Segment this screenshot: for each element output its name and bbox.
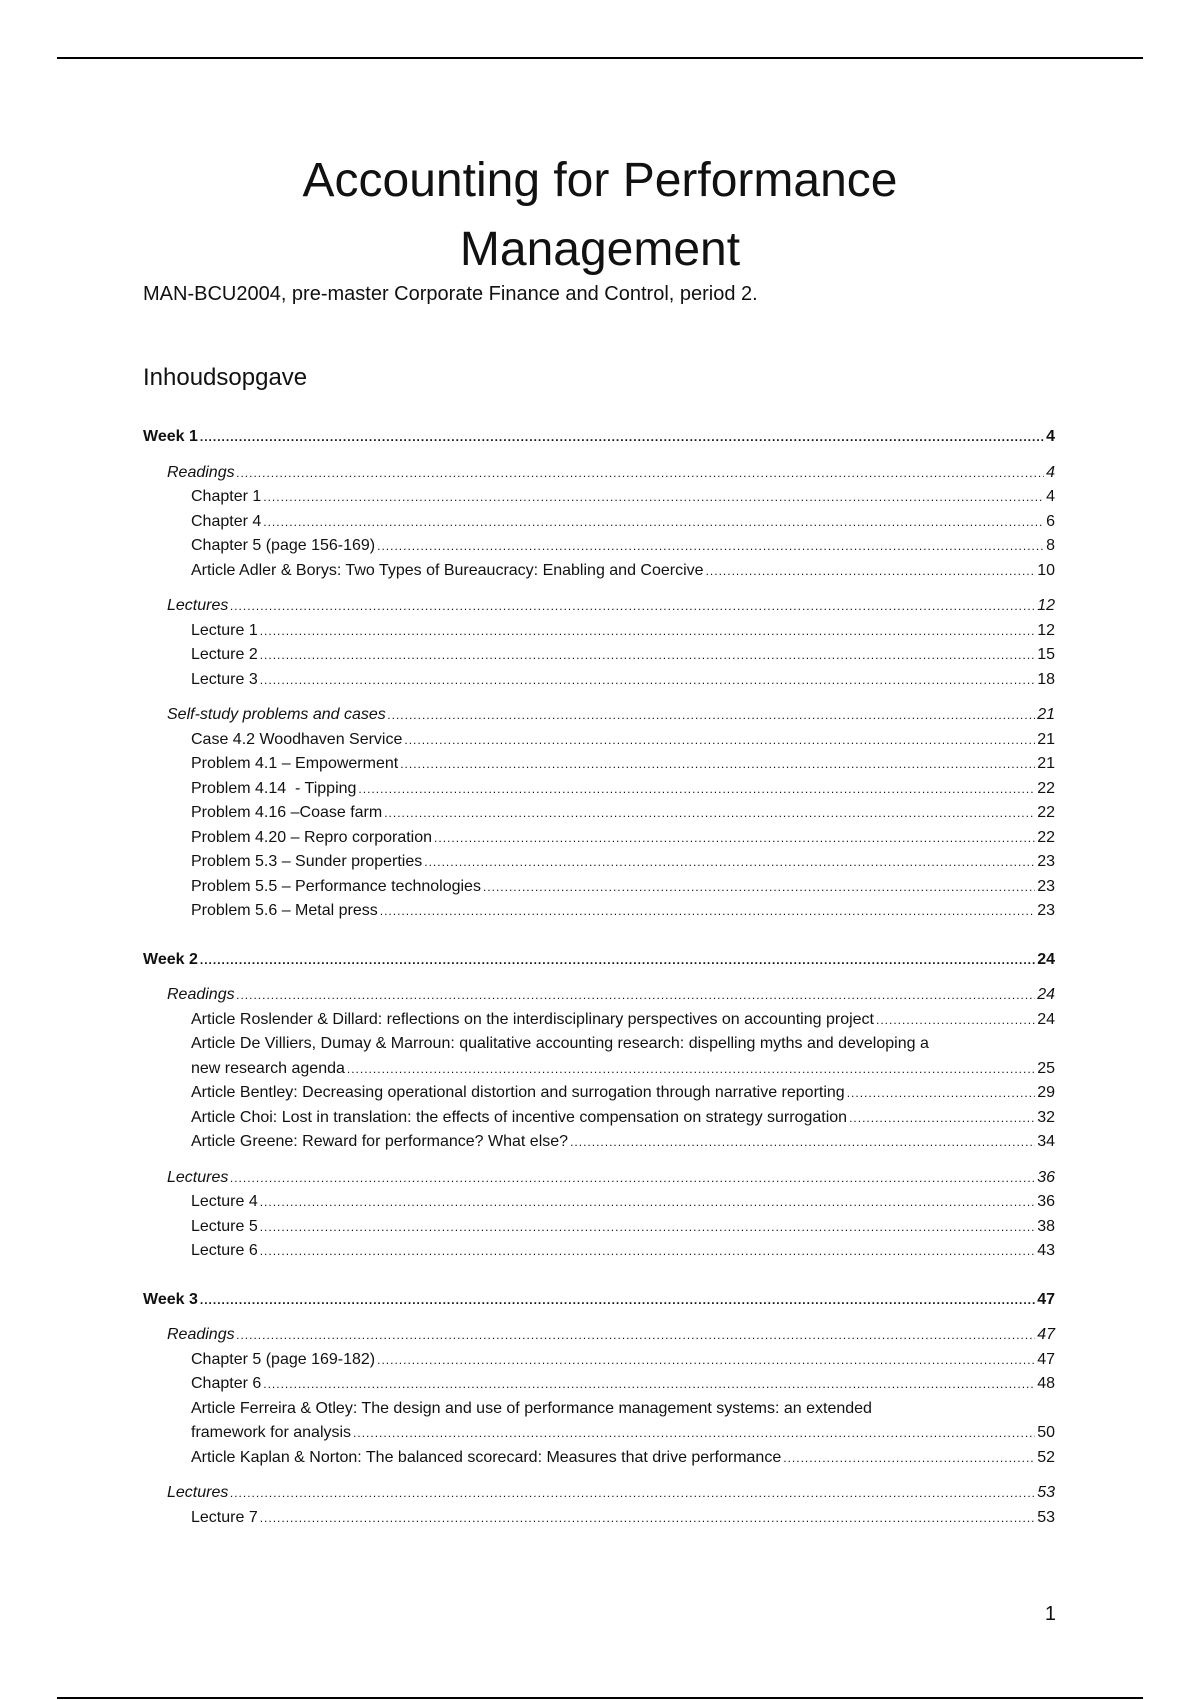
toc-entry-week3-lectures[interactable]: Lectures ..... 53 bbox=[143, 1481, 1055, 1506]
toc-entry-week1-readings[interactable]: Readings ..... 4 bbox=[143, 461, 1055, 486]
toc-entry-problem-5-3[interactable]: Problem 5.3 – Sunder properties ..... 23 bbox=[143, 850, 1055, 875]
toc-entry-problem-4-1[interactable]: Problem 4.1 – Empowerment ..... 21 bbox=[143, 752, 1055, 777]
toc-entry-problem-5-5[interactable]: Problem 5.5 – Performance technologies ..... 23 bbox=[143, 875, 1055, 900]
table-of-contents bbox=[143, 425, 1055, 1530]
toc-entry-article-bentley[interactable]: Article Bentley: Decreasing operational distortion and surrogation through narrative reporting ..... 29 bbox=[143, 1081, 1055, 1106]
toc-entry-problem-4-16[interactable]: Problem 4.16 –Coase farm ..... 22 bbox=[143, 801, 1055, 826]
toc-entry-week1-lectures[interactable]: Lectures ..... 12 bbox=[143, 594, 1055, 619]
toc-entry-case-4-2[interactable]: Case 4.2 Woodhaven Service ..... 21 bbox=[143, 728, 1055, 753]
document-title bbox=[0, 146, 1200, 284]
toc-entry-article-ferreira-otley-line-1[interactable]: Article Ferreira & Otley: The design and use of performance management systems: an extended bbox=[191, 1399, 872, 1417]
toc-entry-lecture-1[interactable]: Lecture 1 ..... 12 bbox=[143, 619, 1055, 644]
page-number: 1 bbox=[1044, 1603, 1056, 1625]
toc-entry-lecture-6[interactable]: Lecture 6 ..... 43 bbox=[143, 1239, 1055, 1264]
toc-entry-lecture-7[interactable]: Lecture 7 ..... 53 bbox=[143, 1506, 1055, 1531]
toc-entry-lecture-3[interactable]: Lecture 3 ..... 18 bbox=[143, 668, 1055, 693]
document-subtitle: MAN-BCU2004, pre-master Corporate Finance and Control, period 2. bbox=[143, 283, 758, 305]
toc-entry-week3-readings[interactable]: Readings ..... 47 bbox=[143, 1323, 1055, 1348]
toc-entry-week-2[interactable]: Week 2 ..... 24 bbox=[143, 948, 1055, 973]
toc-entry-week3-chapter-5[interactable]: Chapter 5 (page 169-182) ..... 47 bbox=[143, 1348, 1055, 1373]
toc-entry-week1-self-study[interactable]: Self-study problems and cases ..... 21 bbox=[143, 703, 1055, 728]
toc-entry-problem-5-6[interactable]: Problem 5.6 – Metal press ..... 23 bbox=[143, 899, 1055, 924]
toc-entry-lecture-2[interactable]: Lecture 2 ..... 15 bbox=[143, 643, 1055, 668]
toc-entry-week1-chapter-5[interactable]: Chapter 5 (page 156-169) ..... 8 bbox=[143, 534, 1055, 559]
toc-entry-article-greene[interactable]: Article Greene: Reward for performance? What else? ..... 34 bbox=[143, 1130, 1055, 1155]
toc-entry-week1-chapter-4[interactable]: Chapter 4 ..... 6 bbox=[143, 510, 1055, 535]
toc-entry-article-de-villiers-line-1[interactable]: Article De Villiers, Dumay & Marroun: qualitative accounting research: dispelling myths and developing a bbox=[191, 1035, 929, 1052]
footer-rule bbox=[57, 1697, 1143, 1699]
toc-entry-week-3[interactable]: Week 3 ..... 47 bbox=[143, 1288, 1055, 1313]
toc-entry-article-de-villiers[interactable]: new research agenda ..... 25 bbox=[143, 1057, 1055, 1082]
toc-entry-week3-chapter-6[interactable]: Chapter 6 ..... 48 bbox=[143, 1372, 1055, 1397]
title-line-2: Management bbox=[459, 223, 741, 276]
toc-entry-problem-4-20[interactable]: Problem 4.20 – Repro corporation ..... 22 bbox=[143, 826, 1055, 851]
toc-entry-week2-lectures[interactable]: Lectures ..... 36 bbox=[143, 1166, 1055, 1191]
toc-entry-article-kaplan-norton[interactable]: Article Kaplan & Norton: The balanced scorecard: Measures that drive performance ..... 52 bbox=[143, 1446, 1055, 1471]
toc-heading: Inhoudsopgave bbox=[143, 364, 308, 391]
toc-entry-lecture-5[interactable]: Lecture 5 ..... 38 bbox=[143, 1215, 1055, 1240]
toc-entry-week2-readings[interactable]: Readings ..... 24 bbox=[143, 983, 1055, 1008]
header-rule bbox=[57, 57, 1143, 59]
toc-entry-article-roslender-dillard[interactable]: Article Roslender & Dillard: reflections on the interdisciplinary perspectives on accounting project ..... 24 bbox=[143, 1008, 1055, 1033]
toc-entry-problem-4-14[interactable]: Problem 4.14 - Tipping ..... 22 bbox=[143, 777, 1055, 802]
toc-entry-week1-article-adler-borys[interactable]: Article Adler & Borys: Two Types of Bureaucracy: Enabling and Coercive ..... 10 bbox=[143, 559, 1055, 584]
toc-entry-week-1[interactable]: Week 1 ..... 4 bbox=[143, 425, 1055, 450]
toc-entry-week1-chapter-1[interactable]: Chapter 1 ..... 4 bbox=[143, 485, 1055, 510]
title-line-1: Accounting for Performance bbox=[302, 154, 898, 207]
toc-entry-article-ferreira-otley[interactable]: framework for analysis ..... 50 bbox=[143, 1421, 1055, 1446]
toc-entry-lecture-4[interactable]: Lecture 4 ..... 36 bbox=[143, 1190, 1055, 1215]
toc-entry-article-choi[interactable]: Article Choi: Lost in translation: the effects of incentive compensation on strategy surrogation ..... 32 bbox=[143, 1106, 1055, 1131]
